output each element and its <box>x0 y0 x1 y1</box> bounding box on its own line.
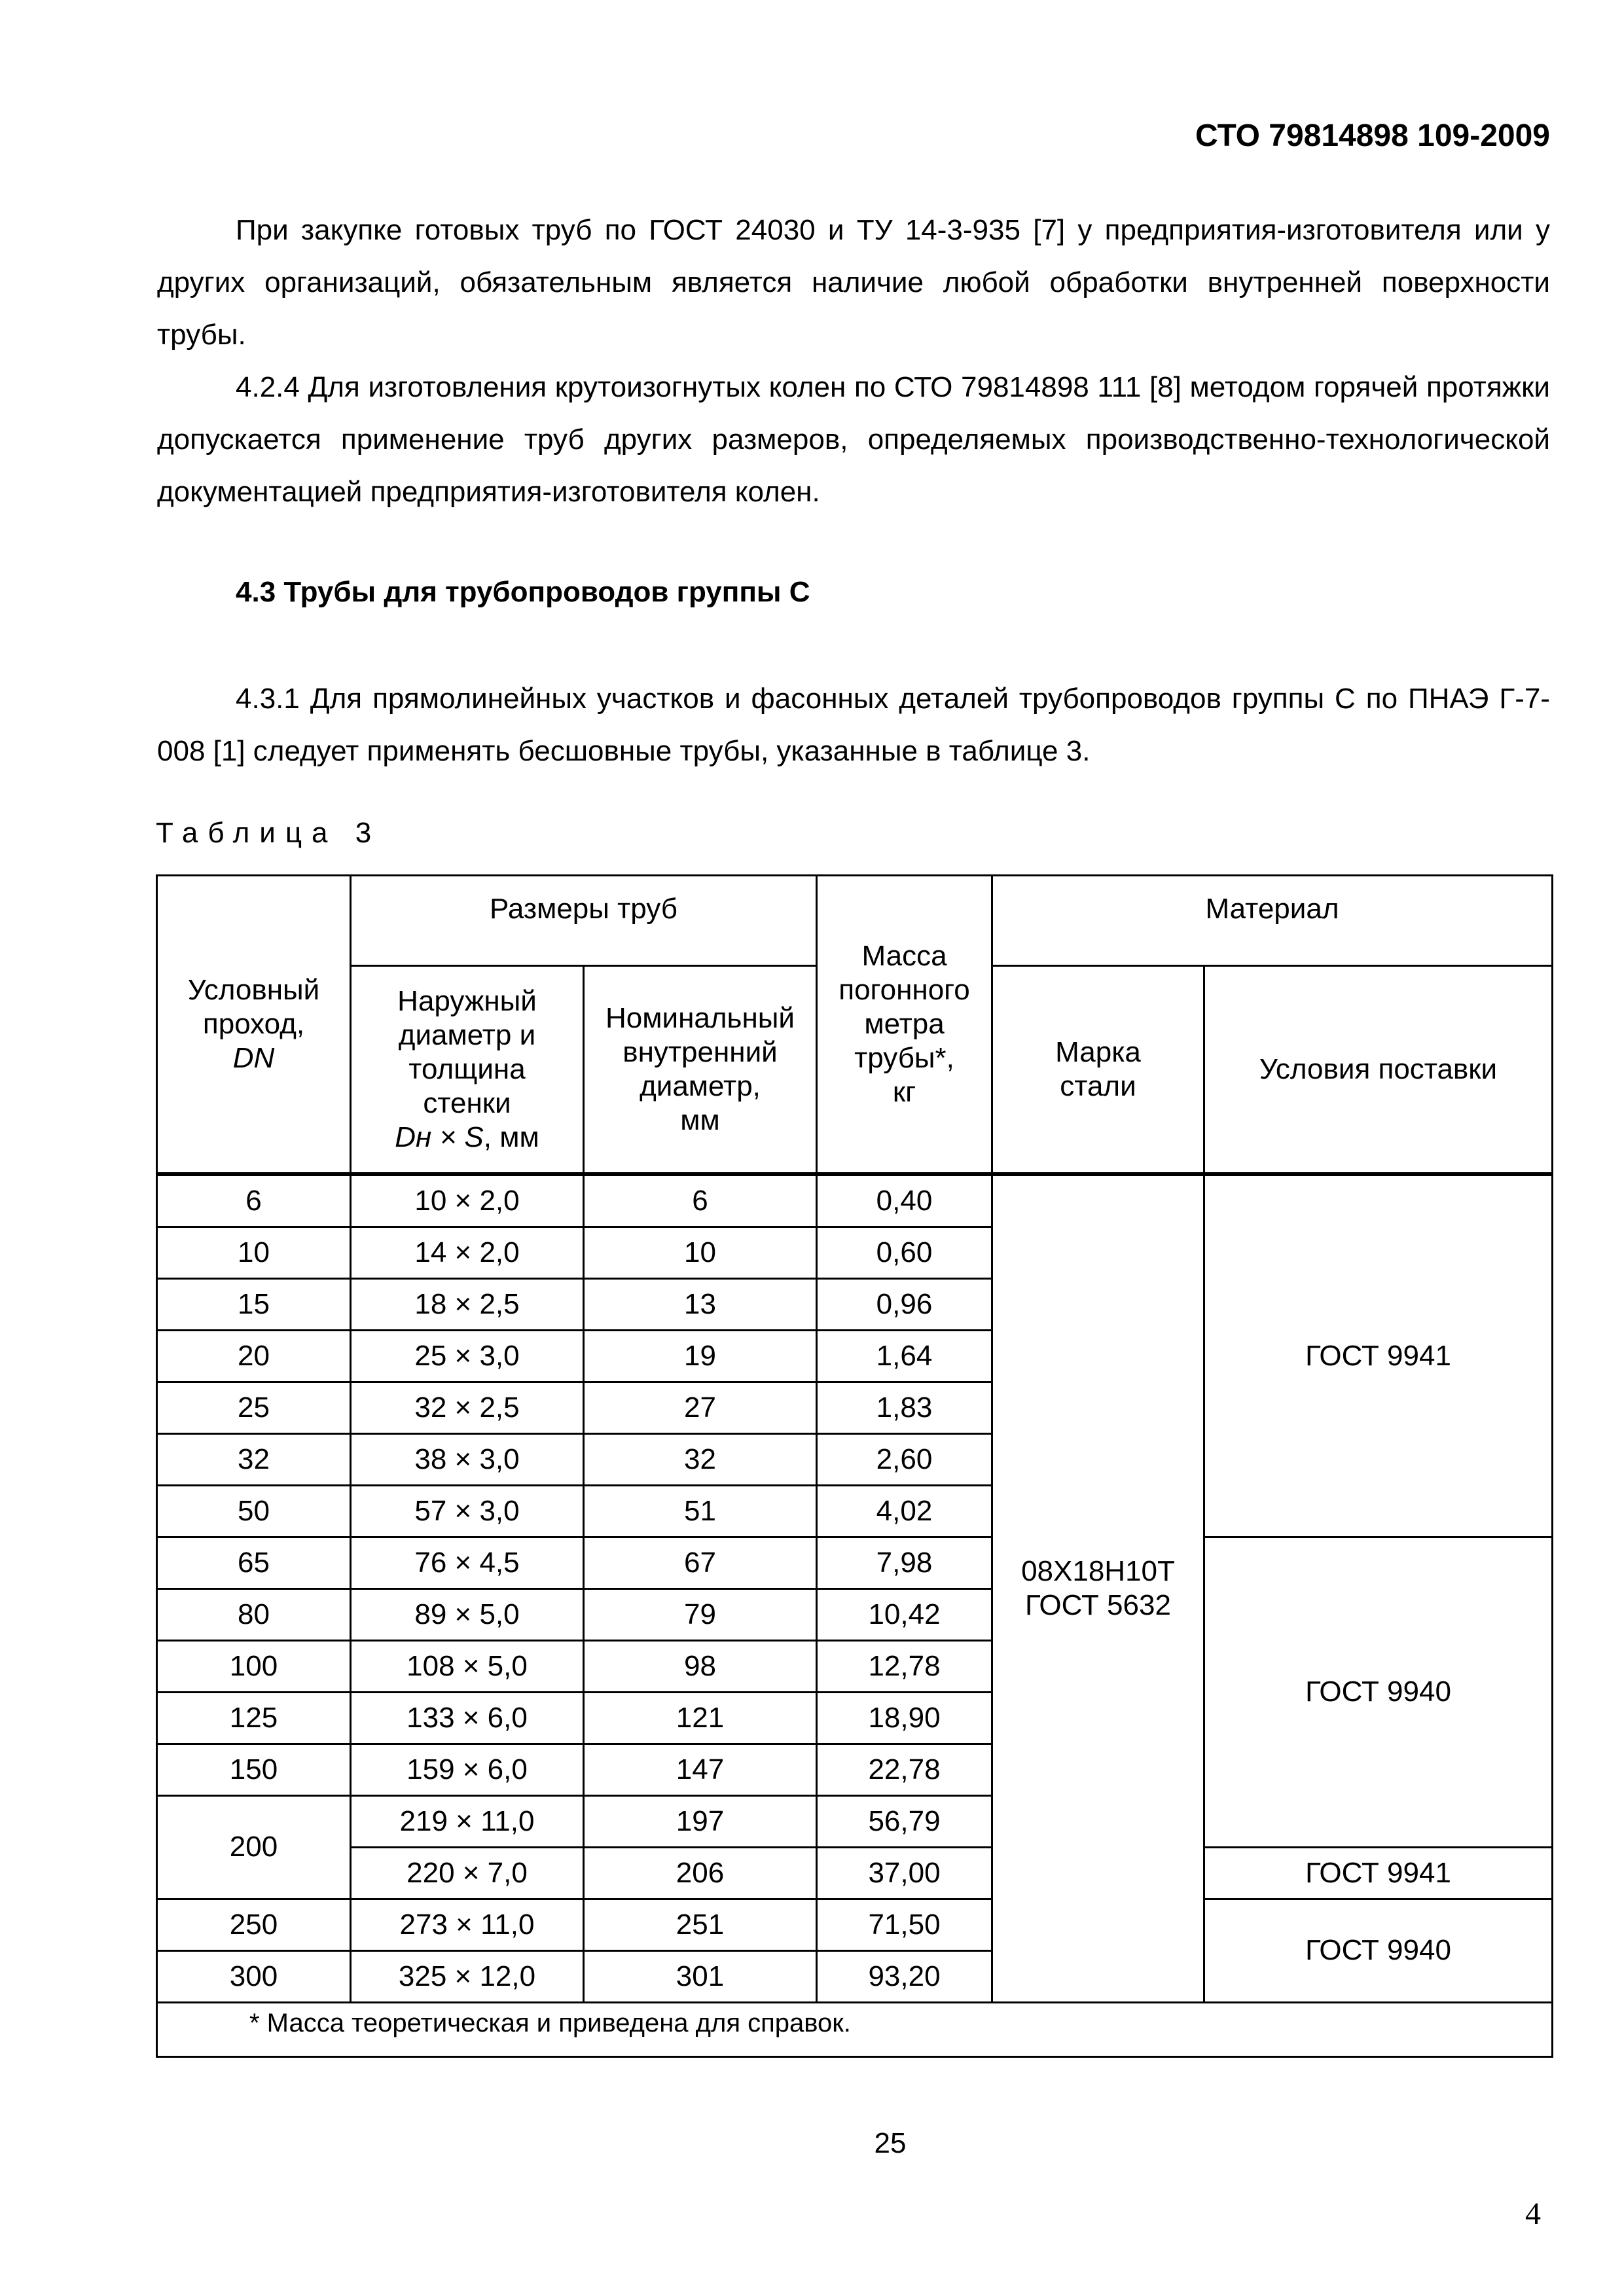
cell-inner: 98 <box>584 1640 817 1692</box>
cell-mass: 0,60 <box>817 1227 992 1278</box>
cell-mass: 1,83 <box>817 1382 992 1433</box>
cell-dn: 250 <box>157 1899 351 1950</box>
cell-delivery-group-1: ГОСТ 9941 <box>1204 1174 1553 1537</box>
header-outer-line4: стенки <box>423 1086 511 1119</box>
cell-dn: 10 <box>157 1227 351 1278</box>
cell-size: 76 × 4,5 <box>351 1537 584 1588</box>
cell-mass: 18,90 <box>817 1692 992 1744</box>
table-caption: Таблица 3 <box>156 817 382 849</box>
cell-dn: 20 <box>157 1330 351 1382</box>
header-sizes-group: Размеры труб <box>351 876 817 966</box>
header-outer-unit: , мм <box>483 1121 539 1153</box>
cell-size: 32 × 2,5 <box>351 1382 584 1433</box>
cell-dn: 6 <box>157 1174 351 1227</box>
cell-size: 108 × 5,0 <box>351 1640 584 1692</box>
cell-dn: 150 <box>157 1744 351 1795</box>
table-row <box>157 1174 1553 1227</box>
header-mass-line3: метра <box>864 1007 945 1040</box>
page-number-center: 25 <box>874 2127 907 2159</box>
cell-mass: 0,96 <box>817 1278 992 1330</box>
cell-mass: 7,98 <box>817 1537 992 1588</box>
header-outer-line1: Наружный <box>397 984 537 1017</box>
cell-inner: 206 <box>584 1847 817 1899</box>
table-footnote: * Масса теоретическая и приведена для справок. <box>157 2002 1553 2056</box>
cell-inner: 197 <box>584 1795 817 1847</box>
header-inner-line1: Номинальный <box>605 1001 795 1034</box>
header-steel-grade <box>992 966 1204 1174</box>
cell-mass: 12,78 <box>817 1640 992 1692</box>
header-delivery-conditions: Условия поставки <box>1204 966 1553 1174</box>
cell-mass: 1,64 <box>817 1330 992 1382</box>
header-outer-diameter <box>351 966 584 1174</box>
header-dn <box>157 876 351 1174</box>
cell-mass: 37,00 <box>817 1847 992 1899</box>
header-dn-line1: Условный <box>187 973 320 1006</box>
header-mass-line2: погонного <box>839 973 970 1006</box>
table-row <box>157 1537 1553 1588</box>
cell-dn: 32 <box>157 1433 351 1485</box>
cell-mass: 93,20 <box>817 1950 992 2002</box>
cell-inner: 27 <box>584 1382 817 1433</box>
paragraph-purchase: При закупке готовых труб по ГОСТ 24030 и ТУ 14-3-935 [7] у предприятия-изготовителя или у других организаций, обязательным является наличие любой обработки внутренней поверхности трубы. <box>157 214 1550 351</box>
cell-mass: 0,40 <box>817 1174 992 1227</box>
header-dn-line2: проход, <box>202 1007 305 1040</box>
document-code-header: СТО 79814898 109-2009 <box>1195 118 1550 153</box>
cell-size: 10 × 2,0 <box>351 1174 584 1227</box>
table-row <box>157 1847 1553 1899</box>
cell-mass: 56,79 <box>817 1795 992 1847</box>
cell-mass: 22,78 <box>817 1744 992 1795</box>
cell-dn: 200 <box>157 1795 351 1899</box>
steel-grade-line1: 08Х18Н10Т <box>1021 1555 1175 1587</box>
header-material-group: Материал <box>992 876 1553 966</box>
cell-size: 219 × 11,0 <box>351 1795 584 1847</box>
cell-inner: 6 <box>584 1174 817 1227</box>
paragraph-4-2-4: 4.2.4 Для изготовления крутоизогнутых колен по СТО 79814898 111 [8] методом горячей протяжки допускается применение труб других размеров, определяемых производственно-технологической документацией предприятия-изготовителя колен. <box>157 371 1550 508</box>
cell-steel-grade <box>992 1174 1204 2003</box>
cell-size: 220 × 7,0 <box>351 1847 584 1899</box>
header-grade-line2: стали <box>1060 1069 1136 1102</box>
cell-size: 25 × 3,0 <box>351 1330 584 1382</box>
cell-inner: 301 <box>584 1950 817 2002</box>
header-mass-line1: Масса <box>861 939 947 972</box>
section-heading-4-3: 4.3 Трубы для трубопроводов группы С <box>236 576 810 608</box>
cell-size: 133 × 6,0 <box>351 1692 584 1744</box>
cell-inner: 251 <box>584 1899 817 1950</box>
cell-inner: 19 <box>584 1330 817 1382</box>
cell-dn: 65 <box>157 1537 351 1588</box>
header-outer-symbol: Dн × S <box>395 1121 484 1153</box>
header-mass <box>817 876 992 1174</box>
header-outer-line2: диаметр и <box>398 1018 536 1051</box>
cell-size: 57 × 3,0 <box>351 1485 584 1537</box>
header-inner-diameter <box>584 966 817 1174</box>
cell-mass: 71,50 <box>817 1899 992 1950</box>
cell-dn: 125 <box>157 1692 351 1744</box>
cell-size: 273 × 11,0 <box>351 1899 584 1950</box>
header-inner-line2: внутренний <box>623 1035 778 1068</box>
cell-dn: 300 <box>157 1950 351 2002</box>
header-dn-symbol: DN <box>232 1041 275 1074</box>
cell-inner: 121 <box>584 1692 817 1744</box>
cell-inner: 67 <box>584 1537 817 1588</box>
paragraph-4-3-1: 4.3.1 Для прямолинейных участков и фасонных деталей трубопроводов группы С по ПНАЭ Г-7-008 [1] следует применять бесшовные трубы, указанные в таблице 3. <box>157 683 1550 767</box>
cell-size: 14 × 2,0 <box>351 1227 584 1278</box>
cell-size: 325 × 12,0 <box>351 1950 584 2002</box>
header-mass-line4: трубы*, <box>854 1041 954 1074</box>
cell-dn: 50 <box>157 1485 351 1537</box>
table-row <box>157 1899 1553 1950</box>
cell-mass: 10,42 <box>817 1588 992 1640</box>
cell-dn: 100 <box>157 1640 351 1692</box>
cell-dn: 15 <box>157 1278 351 1330</box>
cell-delivery-group-4: ГОСТ 9940 <box>1204 1899 1553 2002</box>
cell-delivery-group-2: ГОСТ 9940 <box>1204 1537 1553 1847</box>
cell-mass: 4,02 <box>817 1485 992 1537</box>
cell-inner: 79 <box>584 1588 817 1640</box>
cell-inner: 51 <box>584 1485 817 1537</box>
cell-size: 18 × 2,5 <box>351 1278 584 1330</box>
cell-size: 38 × 3,0 <box>351 1433 584 1485</box>
cell-inner: 10 <box>584 1227 817 1278</box>
steel-grade-line2: ГОСТ 5632 <box>1025 1589 1171 1621</box>
cell-inner: 13 <box>584 1278 817 1330</box>
header-outer-line3: толщина <box>408 1052 526 1085</box>
header-mass-line5: кг <box>892 1075 916 1108</box>
header-inner-line4: мм <box>680 1103 720 1136</box>
cell-dn: 25 <box>157 1382 351 1433</box>
cell-dn: 80 <box>157 1588 351 1640</box>
header-inner-line3: диаметр, <box>640 1069 761 1102</box>
cell-size: 159 × 6,0 <box>351 1744 584 1795</box>
cell-inner: 32 <box>584 1433 817 1485</box>
cell-delivery-group-3: ГОСТ 9941 <box>1204 1847 1553 1899</box>
header-grade-line1: Марка <box>1055 1035 1141 1068</box>
cell-mass: 2,60 <box>817 1433 992 1485</box>
cell-size: 89 × 5,0 <box>351 1588 584 1640</box>
pipe-table <box>156 874 1553 2058</box>
page-number-corner: 4 <box>1525 2197 1541 2231</box>
cell-inner: 147 <box>584 1744 817 1795</box>
